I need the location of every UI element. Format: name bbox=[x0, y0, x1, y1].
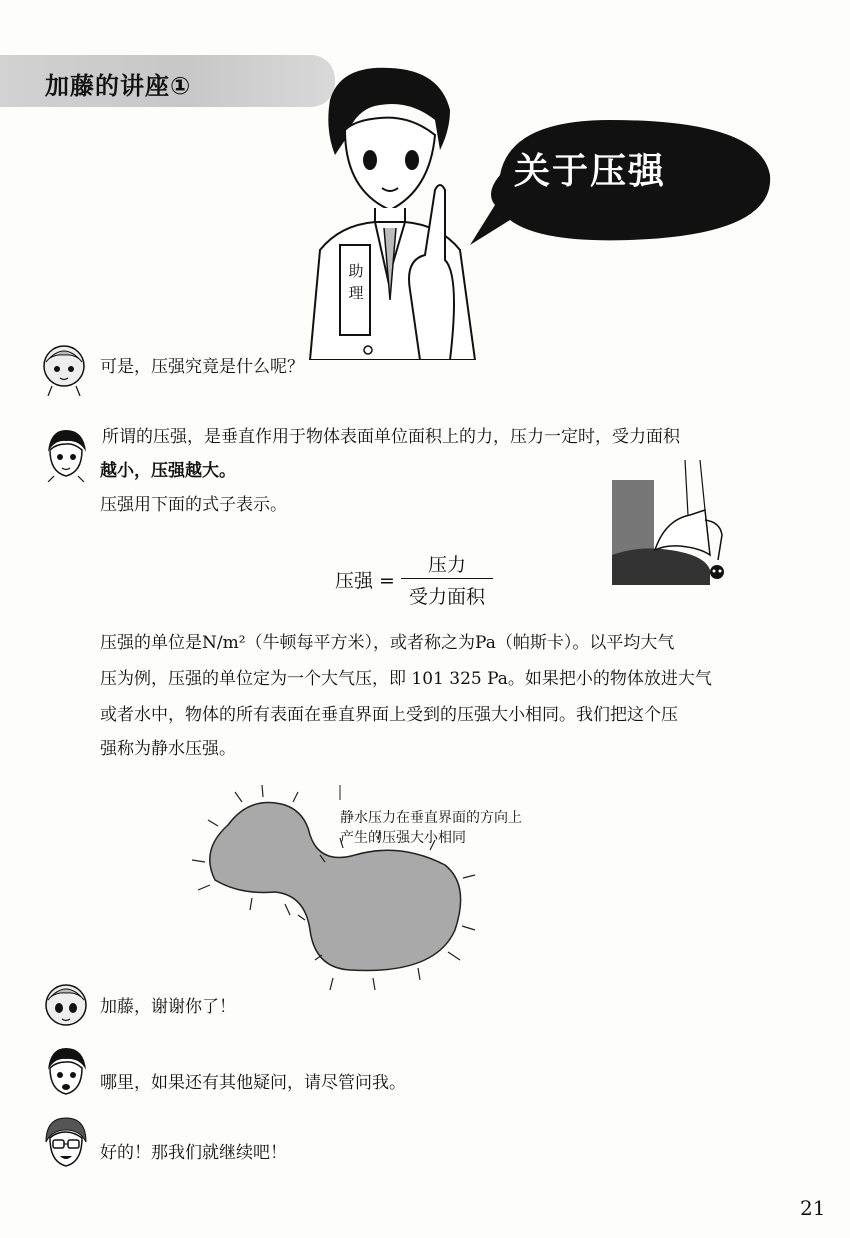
girl-avatar-icon bbox=[38, 342, 90, 396]
formula-fraction bbox=[401, 550, 493, 609]
figure-caption bbox=[340, 808, 522, 848]
formula-lhs: 压强 = bbox=[335, 570, 395, 592]
figure-caption-line-1: 静水压力在垂直界面的方向上 bbox=[340, 810, 522, 826]
glasses-boy-avatar-icon bbox=[40, 1116, 92, 1170]
kato-avatar-icon bbox=[40, 428, 92, 482]
figure-caption-line-2: 产生的压强大小相同 bbox=[340, 830, 466, 846]
explanation-line-3: 压强用下面的式子表示。 bbox=[100, 495, 287, 515]
explanation-line-1: 所谓的压强，是垂直作用于物体表面单位面积上的力，压力一定时，受力面积 bbox=[102, 427, 680, 447]
lecture-title: 加藤的讲座① bbox=[45, 72, 192, 100]
assistant-badge: 助 理 bbox=[348, 262, 364, 302]
girl-thanks: 加藤，谢谢你了！ bbox=[100, 997, 236, 1017]
high-heel-illustration bbox=[610, 460, 750, 590]
page-number: 21 bbox=[800, 1196, 826, 1220]
glasses-boy-reply: 好的！那我们就继续吧！ bbox=[100, 1143, 287, 1163]
girl-avatar-icon bbox=[40, 980, 92, 1034]
formula-numerator: 压力 bbox=[427, 554, 466, 576]
explanation-line-2: 越小，压强越大。 bbox=[100, 461, 236, 481]
unit-paragraph-line-2: 压为例，压强的单位定为一个大气压，即 101 325 Pa。如果把小的物体放进大气 bbox=[100, 669, 712, 689]
kato-reply: 哪里，如果还有其他疑问，请尽管问我。 bbox=[100, 1073, 406, 1093]
formula-denominator: 受力面积 bbox=[408, 586, 485, 608]
unit-paragraph-line-1: 压强的单位是N/m²（牛顿每平方米），或者称之为Pa（帕斯卡）。以平均大气 bbox=[100, 633, 675, 653]
fraction-bar bbox=[401, 578, 493, 579]
girl-question: 可是，压强究竟是什么呢？ bbox=[100, 357, 304, 377]
kato-avatar-icon bbox=[40, 1046, 92, 1100]
unit-paragraph-line-3: 或者水中，物体的所有表面在垂直界面上受到的压强大小相同。我们把这个压 bbox=[100, 705, 678, 725]
topic-heading: 关于压强 bbox=[513, 151, 666, 192]
unit-paragraph-line-4: 强称为静水压强。 bbox=[100, 739, 236, 759]
